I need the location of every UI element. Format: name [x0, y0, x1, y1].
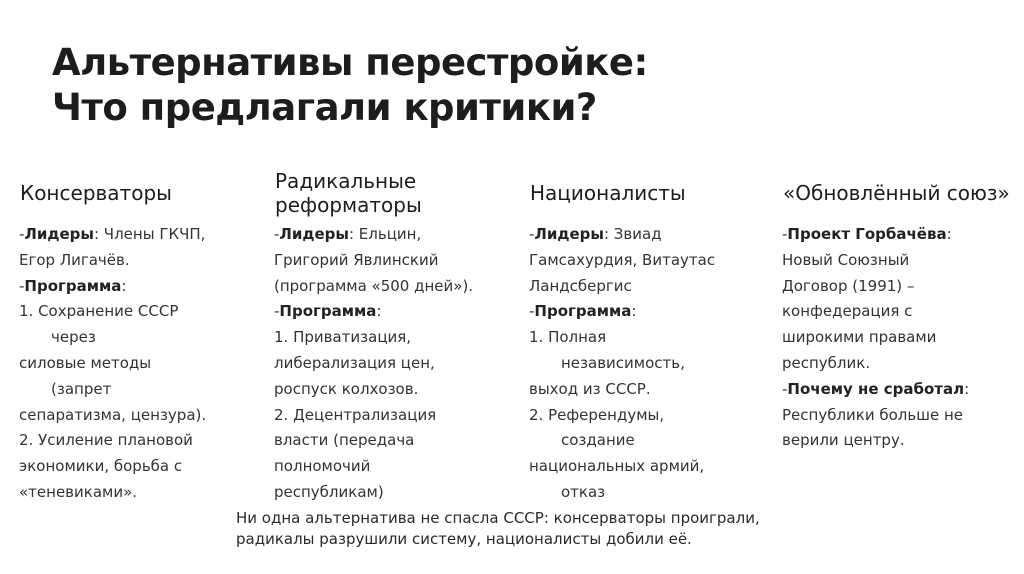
column-line [529, 274, 769, 300]
line-text: Ландсбергис [529, 276, 632, 295]
line-dash: - [529, 225, 535, 243]
column-line [782, 299, 1022, 325]
line-text: : [964, 379, 970, 398]
column-heading [783, 168, 1022, 218]
column-line [782, 274, 1022, 300]
line-text: Новый Союзный [782, 250, 910, 269]
line-text: выход из СССР. [529, 379, 651, 398]
line-text: : [376, 302, 382, 321]
column-line [274, 351, 514, 377]
column-heading-line: Националисты [530, 181, 686, 205]
line-text: национальных армий, [529, 457, 705, 476]
line-text: (программа «500 дней»). [274, 276, 474, 295]
line-text: республик. [782, 353, 871, 372]
line-dash: - [19, 276, 25, 295]
line-label: Лидеры [534, 225, 604, 243]
line-text: : [631, 302, 637, 321]
column-line [782, 403, 1022, 429]
column-line [274, 428, 514, 454]
column-heading-line: Радикальные [275, 169, 417, 193]
column-line [274, 403, 514, 429]
line-text: независимость, [561, 353, 685, 372]
column-line [274, 274, 514, 300]
column-line [19, 325, 259, 351]
line-text: широкими правами [782, 328, 937, 347]
line-dash: - [782, 225, 788, 243]
line-text: Республики больше не [782, 405, 963, 424]
line-text: 1. Приватизация, [274, 328, 412, 347]
column-conservatives [19, 168, 259, 506]
line-label: Почему не сработал [787, 379, 965, 398]
column-line [529, 351, 769, 377]
line-text: создание [561, 431, 635, 450]
column-body [782, 222, 1022, 454]
column-line [782, 248, 1022, 274]
line-text: роспуск колхозов. [274, 379, 419, 398]
column-heading [275, 168, 514, 218]
line-text: 2. Децентрализация [274, 405, 437, 424]
column-line [19, 454, 259, 480]
column-heading-line: реформаторы [275, 193, 422, 217]
column-line [782, 325, 1022, 351]
line-label: Программа [534, 302, 632, 321]
column-line [274, 248, 514, 274]
line-label: Проект Горбачёва [787, 225, 947, 243]
line-text: 2. Референдумы, [529, 405, 665, 424]
column-line [529, 222, 769, 248]
line-dash: - [274, 225, 280, 243]
page-title [52, 40, 648, 130]
page-title-line: Что предлагали критики? [52, 86, 597, 129]
column-line [274, 299, 514, 325]
column-line [274, 454, 514, 480]
line-text: : [121, 276, 127, 295]
column-heading [20, 168, 259, 218]
column-body [19, 222, 259, 506]
column-line [529, 299, 769, 325]
conclusion-text [236, 508, 760, 550]
column-renewed-union [782, 168, 1022, 454]
column-line [274, 377, 514, 403]
column-body [274, 222, 514, 506]
column-line [19, 428, 259, 454]
column-nationalists [529, 168, 769, 506]
column-line [529, 403, 769, 429]
column-line [274, 480, 514, 506]
column-line [782, 377, 1022, 403]
column-line [529, 454, 769, 480]
line-dash: - [529, 302, 535, 321]
column-line [274, 325, 514, 351]
line-text: : [946, 225, 952, 243]
line-dash: - [782, 379, 788, 398]
column-heading [530, 168, 769, 218]
line-text: сепаратизма, цензура). [19, 405, 207, 424]
column-line [529, 325, 769, 351]
line-text: 2. Усиление плановой [19, 431, 193, 450]
column-line [529, 428, 769, 454]
line-text: Гамсахурдия, Витаутас [529, 250, 716, 269]
line-text: конфедерация с [782, 302, 913, 321]
line-text: силовые методы [19, 353, 152, 372]
line-dash: - [274, 302, 280, 321]
line-text: Егор Лигачёв. [19, 250, 130, 269]
line-text: : Члены ГКЧП, [93, 225, 206, 243]
column-line [782, 351, 1022, 377]
line-text: 1. Сохранение СССР [19, 302, 179, 321]
line-text: полномочий [274, 457, 371, 476]
column-heading-line: «Обновлённый союз» [783, 181, 1010, 205]
column-line [529, 480, 769, 506]
line-text: через [51, 328, 96, 347]
line-text: власти (передача [274, 431, 415, 450]
column-body [529, 222, 769, 506]
column-line [19, 351, 259, 377]
column-line [19, 248, 259, 274]
conclusion-line: радикалы разрушили систему, националисты добили её. [236, 530, 692, 548]
column-line [782, 428, 1022, 454]
line-label: Программа [24, 276, 122, 295]
line-text: Григорий Явлинский [274, 250, 439, 269]
line-text: 1. Полная [529, 328, 607, 347]
column-radical-reformers [274, 168, 514, 506]
column-line [19, 480, 259, 506]
column-line [19, 403, 259, 429]
page-title-line: Альтернативы перестройке: [52, 41, 648, 84]
column-line [529, 248, 769, 274]
column-line [19, 274, 259, 300]
line-dash: - [19, 225, 25, 243]
column-line [19, 222, 259, 248]
line-text: экономики, борьба с [19, 457, 183, 476]
line-text: республикам) [274, 482, 384, 501]
line-text: отказ [561, 482, 606, 501]
line-text: (запрет [51, 379, 112, 398]
column-line [529, 377, 769, 403]
conclusion-line: Ни одна альтернатива не спасла СССР: консерваторы проиграли, [236, 509, 760, 527]
line-text: : Звиад [603, 225, 662, 243]
line-text: «теневиками». [19, 482, 138, 501]
line-label: Программа [279, 302, 377, 321]
column-line [19, 299, 259, 325]
line-text: верили центру. [782, 431, 905, 450]
line-label: Лидеры [24, 225, 94, 243]
line-text: либерализация цен, [274, 353, 435, 372]
column-line [274, 222, 514, 248]
line-label: Лидеры [279, 225, 349, 243]
line-text: : Ельцин, [348, 225, 422, 243]
column-line [782, 222, 1022, 248]
column-heading-line: Консерваторы [20, 181, 172, 205]
column-line [19, 377, 259, 403]
line-text: Договор (1991) – [782, 276, 915, 295]
